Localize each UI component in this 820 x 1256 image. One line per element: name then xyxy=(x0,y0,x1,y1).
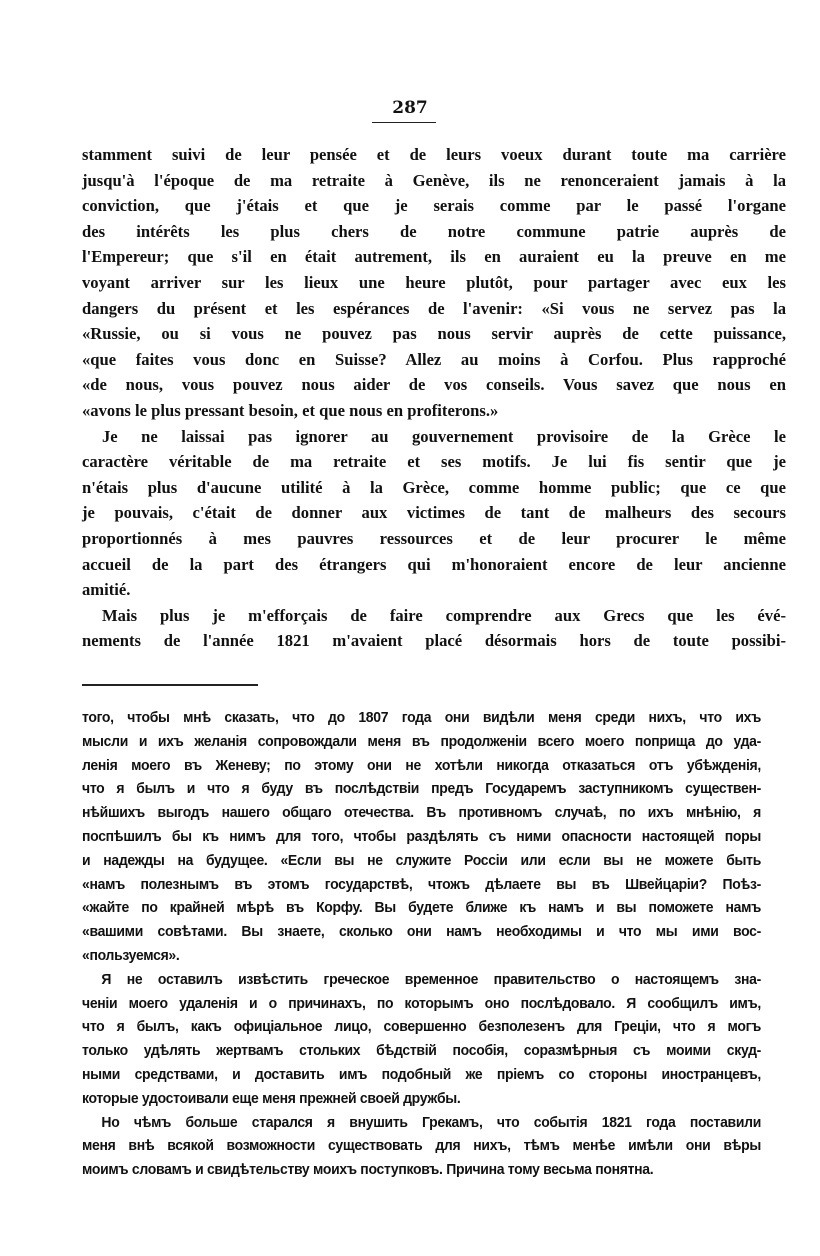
russian-paragraph xyxy=(82,969,761,1112)
text-line: ленія моего въ Женеву; по этому они не хотѣли никогда отказаться отъ убѣжденія, xyxy=(82,757,761,774)
french-paragraph xyxy=(82,424,786,603)
french-paragraph xyxy=(82,603,786,654)
text-line: «пользуемся». xyxy=(82,947,180,964)
text-line: Mais plus je m'efforçais de faire comprendre aux Grecs que les évé- xyxy=(102,605,786,625)
text-line: ченіи моего удаленія и о причинахъ, по которымъ оно послѣдовало. Я сообщилъ имъ, xyxy=(82,995,761,1012)
text-line: voyant arriver sur les lieux une heure plutôt, pour partager avec eux les xyxy=(82,272,786,292)
text-line: Но чѣмъ больше старался я внушить Грекамъ, что событія 1821 года поставили xyxy=(101,1114,761,1131)
text-line: amitié. xyxy=(82,580,131,600)
text-line: conviction, que j'étais et que je serais comme par le passé l'organe xyxy=(82,196,786,216)
text-line: меня внѣ всякой возможности существовать для нихъ, тѣмъ менѣе имѣли они вѣры xyxy=(82,1138,761,1155)
text-line: моимъ словамъ и свидѣтельству моихъ поступковъ. Причина тому весьма понятна. xyxy=(82,1162,654,1179)
text-line: des intérêts les plus chers de notre commune patrie auprès de xyxy=(82,221,786,241)
text-line: caractère véritable de ma retraite et ses motifs. Je lui fis sentir que je xyxy=(82,452,786,472)
text-line: «жайте по крайней мѣрѣ въ Корфу. Вы будете ближе къ намъ и вы поможете намъ xyxy=(82,900,761,917)
text-line: только удѣлять жертвамъ стольких бѣдствій пособія, соразмѣрныя съ моими скуд- xyxy=(82,1043,761,1060)
text-line: которые удостоивали еще меня прежней своей дружбы. xyxy=(82,1090,461,1107)
french-text xyxy=(82,142,786,654)
text-line: того, чтобы мнѣ сказать, что до 1807 года они видѣли меня среди нихъ, что ихъ xyxy=(82,710,761,726)
text-line: «que faites vous donc en Suisse? Allez au moins à Corfou. Plus rapproché xyxy=(82,349,786,369)
text-line: «Russie, ou si vous ne pouvez pas nous servir auprès de cette puissance, xyxy=(82,324,786,344)
page-number: 287 xyxy=(392,98,428,118)
text-line: jusqu'à l'époque de ma retraite à Genève, ils ne renonceraient jamais à la xyxy=(82,170,786,190)
text-line: и надежды на будущее. «Если вы не служите Россіи или если вы не можете быть xyxy=(82,852,761,869)
text-line: nements de l'année 1821 m'avaient placé désormais hors de toute possibi- xyxy=(82,631,786,651)
text-line: «de nous, vous pouvez nous aider de vos conseils. Vous savez que nous en xyxy=(82,375,786,395)
text-line: l'Empereur; que s'il en était autrement, ils en auraient eu la preuve en me xyxy=(82,247,786,267)
text-line: Я не оставилъ извѣстить греческое временное правительство о настоящемъ зна- xyxy=(101,971,761,988)
text-line: «avons le plus pressant besoin, et que nous en profiterons.» xyxy=(82,400,499,420)
text-line: нѣйшихъ выгодъ нашего общаго отечества. Въ противномъ случаѣ, по ихъ мнѣнію, я xyxy=(82,805,761,822)
russian-translation xyxy=(82,707,761,1183)
page-number-rule xyxy=(372,122,436,123)
russian-paragraph xyxy=(82,707,761,969)
text-line: dangers du présent et les espérances de l'avenir: «Si vous ne servez pas la xyxy=(82,298,786,318)
text-line: Je ne laissai pas ignorer au gouvernement provisoire de la Grèce le xyxy=(102,426,786,446)
text-line: что я былъ, какъ офиціальное лицо, совершенно безполезенъ для Греціи, что я могъ xyxy=(82,1019,761,1036)
text-line: ными средствами, и доставить имъ подобный же пріемъ со стороны иностранцевъ, xyxy=(82,1066,761,1083)
text-line: мысли и ихъ желанія сопровождали меня въ продолженіи всего моего поприща до уда- xyxy=(82,733,761,750)
text-line: «вашими совѣтами. Вы знаете, сколько они намъ необходимы и что мы ими вос- xyxy=(82,924,761,941)
russian-paragraph xyxy=(82,1112,761,1183)
french-paragraph xyxy=(82,142,786,424)
text-line: что я былъ и что я буду въ послѣдствіи предъ Государемъ заступникомъ существен- xyxy=(82,781,761,798)
text-line: stamment suivi de leur pensée et de leurs voeux durant toute ma carrière xyxy=(82,145,786,164)
text-line: proportionnés à mes pauvres ressources et de leur procurer le même xyxy=(82,528,786,548)
text-line: accueil de la part des étrangers qui m'honoraient encore de leur ancienne xyxy=(82,554,786,574)
text-line: поспѣшилъ бы къ нимъ для того, чтобы раздѣлять съ ними опасности настоящей поры xyxy=(82,828,761,845)
text-line: n'étais plus d'aucune utilité à la Grèce, comme homme public; que ce que xyxy=(82,477,786,497)
footnote-rule xyxy=(82,684,258,686)
text-line: je pouvais, c'était de donner aux victimes de tant de malheurs des secours xyxy=(82,503,786,523)
text-line: «намъ полезнымъ въ этомъ государствѣ, чтожъ дѣлаете вы въ Швейцаріи? Поѣз- xyxy=(82,876,761,893)
